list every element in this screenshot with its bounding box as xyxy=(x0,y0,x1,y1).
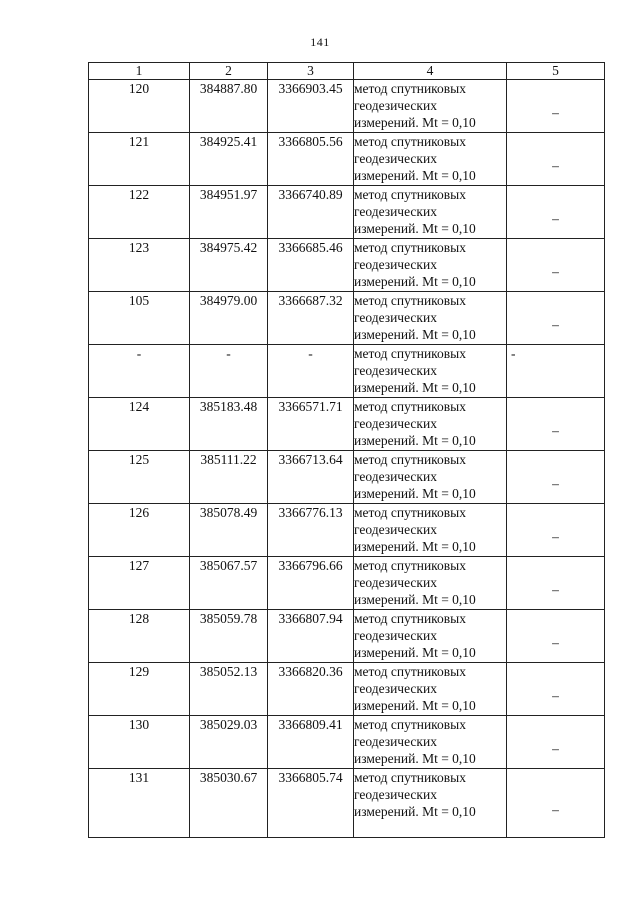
method-text-line: измерений. Mt = 0,10 xyxy=(354,115,476,130)
table-row xyxy=(89,80,605,133)
column-header-3: 3 xyxy=(268,63,354,80)
method-text-line: измерений. Mt = 0,10 xyxy=(354,539,476,554)
y-coordinate-cell: 3366903.45 xyxy=(268,80,354,133)
method-text-line: метод спутниковых xyxy=(354,452,466,467)
method-text-line: геодезических xyxy=(354,522,437,537)
method-text-line: геодезических xyxy=(354,98,437,113)
x-coordinate-cell: 384925.41 xyxy=(190,133,268,186)
note-value: – xyxy=(552,581,559,597)
note-cell xyxy=(507,716,605,769)
note-cell xyxy=(507,133,605,186)
method-cell xyxy=(354,292,507,345)
method-text-line: метод спутниковых xyxy=(354,134,466,149)
table-row xyxy=(89,186,605,239)
y-coordinate-cell: 3366713.64 xyxy=(268,451,354,504)
x-coordinate-cell: 385029.03 xyxy=(190,716,268,769)
method-text-line: измерений. Mt = 0,10 xyxy=(354,380,476,395)
note-value: – xyxy=(552,740,559,756)
column-header-2: 2 xyxy=(190,63,268,80)
note-cell xyxy=(507,345,605,398)
table-row xyxy=(89,345,605,398)
method-text-line: метод спутниковых xyxy=(354,717,466,732)
note-value: – xyxy=(552,316,559,332)
note-cell xyxy=(507,557,605,610)
note-cell xyxy=(507,769,605,838)
x-coordinate-cell: 384951.97 xyxy=(190,186,268,239)
method-cell xyxy=(354,769,507,838)
note-value: – xyxy=(552,210,559,226)
method-cell xyxy=(354,504,507,557)
note-value: – xyxy=(552,634,559,650)
note-cell xyxy=(507,451,605,504)
table-row xyxy=(89,769,605,838)
point-number-cell: 129 xyxy=(89,663,190,716)
x-coordinate-cell: 385059.78 xyxy=(190,610,268,663)
method-text-line: измерений. Mt = 0,10 xyxy=(354,274,476,289)
x-coordinate-cell: 384979.00 xyxy=(190,292,268,345)
method-text-line: геодезических xyxy=(354,734,437,749)
point-number-cell: 125 xyxy=(89,451,190,504)
method-text-line: измерений. Mt = 0,10 xyxy=(354,327,476,342)
y-coordinate-cell: - xyxy=(268,345,354,398)
note-value: – xyxy=(552,475,559,491)
y-coordinate-cell: 3366687.32 xyxy=(268,292,354,345)
note-value: - xyxy=(511,346,516,361)
method-text-line: геодезических xyxy=(354,787,437,802)
table-row xyxy=(89,504,605,557)
method-text-line: метод спутниковых xyxy=(354,346,466,361)
method-text-line: измерений. Mt = 0,10 xyxy=(354,168,476,183)
point-number-cell: 126 xyxy=(89,504,190,557)
page-number: 141 xyxy=(310,35,330,49)
note-value: – xyxy=(552,528,559,544)
x-coordinate-cell: 384975.42 xyxy=(190,239,268,292)
method-text-line: геодезических xyxy=(354,469,437,484)
method-text-line: метод спутниковых xyxy=(354,293,466,308)
method-text-line: метод спутниковых xyxy=(354,81,466,96)
note-cell xyxy=(507,398,605,451)
point-number-cell: 130 xyxy=(89,716,190,769)
x-coordinate-cell: 385111.22 xyxy=(190,451,268,504)
y-coordinate-cell: 3366805.74 xyxy=(268,769,354,838)
method-cell xyxy=(354,557,507,610)
y-coordinate-cell: 3366807.94 xyxy=(268,610,354,663)
method-text-line: метод спутниковых xyxy=(354,505,466,520)
table-row xyxy=(89,133,605,186)
note-cell xyxy=(507,504,605,557)
method-cell xyxy=(354,451,507,504)
method-text-line: геодезических xyxy=(354,363,437,378)
point-number-cell: 127 xyxy=(89,557,190,610)
note-value: – xyxy=(552,422,559,438)
point-number-cell: - xyxy=(89,345,190,398)
method-cell xyxy=(354,398,507,451)
column-header-4: 4 xyxy=(354,63,507,80)
table-row xyxy=(89,663,605,716)
table-row xyxy=(89,292,605,345)
method-text-line: метод спутниковых xyxy=(354,399,466,414)
method-text-line: геодезических xyxy=(354,310,437,325)
point-number-cell: 122 xyxy=(89,186,190,239)
note-value: – xyxy=(552,801,559,817)
method-text-line: метод спутниковых xyxy=(354,611,466,626)
x-coordinate-cell: 385052.13 xyxy=(190,663,268,716)
method-cell xyxy=(354,186,507,239)
x-coordinate-cell: 384887.80 xyxy=(190,80,268,133)
coordinates-table xyxy=(88,62,605,838)
note-value: – xyxy=(552,263,559,279)
table-row xyxy=(89,239,605,292)
x-coordinate-cell: 385067.57 xyxy=(190,557,268,610)
method-text-line: геодезических xyxy=(354,681,437,696)
y-coordinate-cell: 3366571.71 xyxy=(268,398,354,451)
note-cell xyxy=(507,186,605,239)
point-number-cell: 120 xyxy=(89,80,190,133)
method-text-line: метод спутниковых xyxy=(354,770,466,785)
method-text-line: измерений. Mt = 0,10 xyxy=(354,221,476,236)
method-text-line: измерений. Mt = 0,10 xyxy=(354,751,476,766)
method-cell xyxy=(354,345,507,398)
method-cell xyxy=(354,663,507,716)
method-text-line: геодезических xyxy=(354,575,437,590)
y-coordinate-cell: 3366796.66 xyxy=(268,557,354,610)
y-coordinate-cell: 3366685.46 xyxy=(268,239,354,292)
method-text-line: метод спутниковых xyxy=(354,558,466,573)
method-text-line: геодезических xyxy=(354,151,437,166)
column-header-1: 1 xyxy=(89,63,190,80)
point-number-cell: 123 xyxy=(89,239,190,292)
table-row xyxy=(89,716,605,769)
table-row xyxy=(89,610,605,663)
method-text-line: измерений. Mt = 0,10 xyxy=(354,592,476,607)
method-text-line: метод спутниковых xyxy=(354,664,466,679)
x-coordinate-cell: 385030.67 xyxy=(190,769,268,838)
note-value: – xyxy=(552,104,559,120)
method-text-line: измерений. Mt = 0,10 xyxy=(354,433,476,448)
method-cell xyxy=(354,239,507,292)
method-cell xyxy=(354,716,507,769)
note-cell xyxy=(507,610,605,663)
point-number-cell: 131 xyxy=(89,769,190,838)
y-coordinate-cell: 3366776.13 xyxy=(268,504,354,557)
method-text-line: геодезических xyxy=(354,257,437,272)
y-coordinate-cell: 3366820.36 xyxy=(268,663,354,716)
method-text-line: измерений. Mt = 0,10 xyxy=(354,645,476,660)
x-coordinate-cell: 385183.48 xyxy=(190,398,268,451)
note-cell xyxy=(507,239,605,292)
column-header-5: 5 xyxy=(507,63,605,80)
y-coordinate-cell: 3366809.41 xyxy=(268,716,354,769)
method-text-line: измерений. Mt = 0,10 xyxy=(354,486,476,501)
method-text-line: геодезических xyxy=(354,204,437,219)
table-row xyxy=(89,557,605,610)
method-cell xyxy=(354,80,507,133)
table-body xyxy=(89,80,605,838)
point-number-cell: 105 xyxy=(89,292,190,345)
method-text-line: измерений. Mt = 0,10 xyxy=(354,804,476,819)
table-header xyxy=(89,63,605,80)
note-value: – xyxy=(552,687,559,703)
method-text-line: метод спутниковых xyxy=(354,187,466,202)
point-number-cell: 124 xyxy=(89,398,190,451)
note-cell xyxy=(507,80,605,133)
method-text-line: метод спутниковых xyxy=(354,240,466,255)
note-cell xyxy=(507,663,605,716)
y-coordinate-cell: 3366805.56 xyxy=(268,133,354,186)
table-row xyxy=(89,451,605,504)
note-cell xyxy=(507,292,605,345)
method-text-line: геодезических xyxy=(354,416,437,431)
method-text-line: измерений. Mt = 0,10 xyxy=(354,698,476,713)
method-cell xyxy=(354,133,507,186)
method-text-line: геодезических xyxy=(354,628,437,643)
method-cell xyxy=(354,610,507,663)
x-coordinate-cell: 385078.49 xyxy=(190,504,268,557)
point-number-cell: 121 xyxy=(89,133,190,186)
note-value: – xyxy=(552,157,559,173)
y-coordinate-cell: 3366740.89 xyxy=(268,186,354,239)
x-coordinate-cell: - xyxy=(190,345,268,398)
point-number-cell: 128 xyxy=(89,610,190,663)
header-row xyxy=(89,63,605,80)
table-row xyxy=(89,398,605,451)
